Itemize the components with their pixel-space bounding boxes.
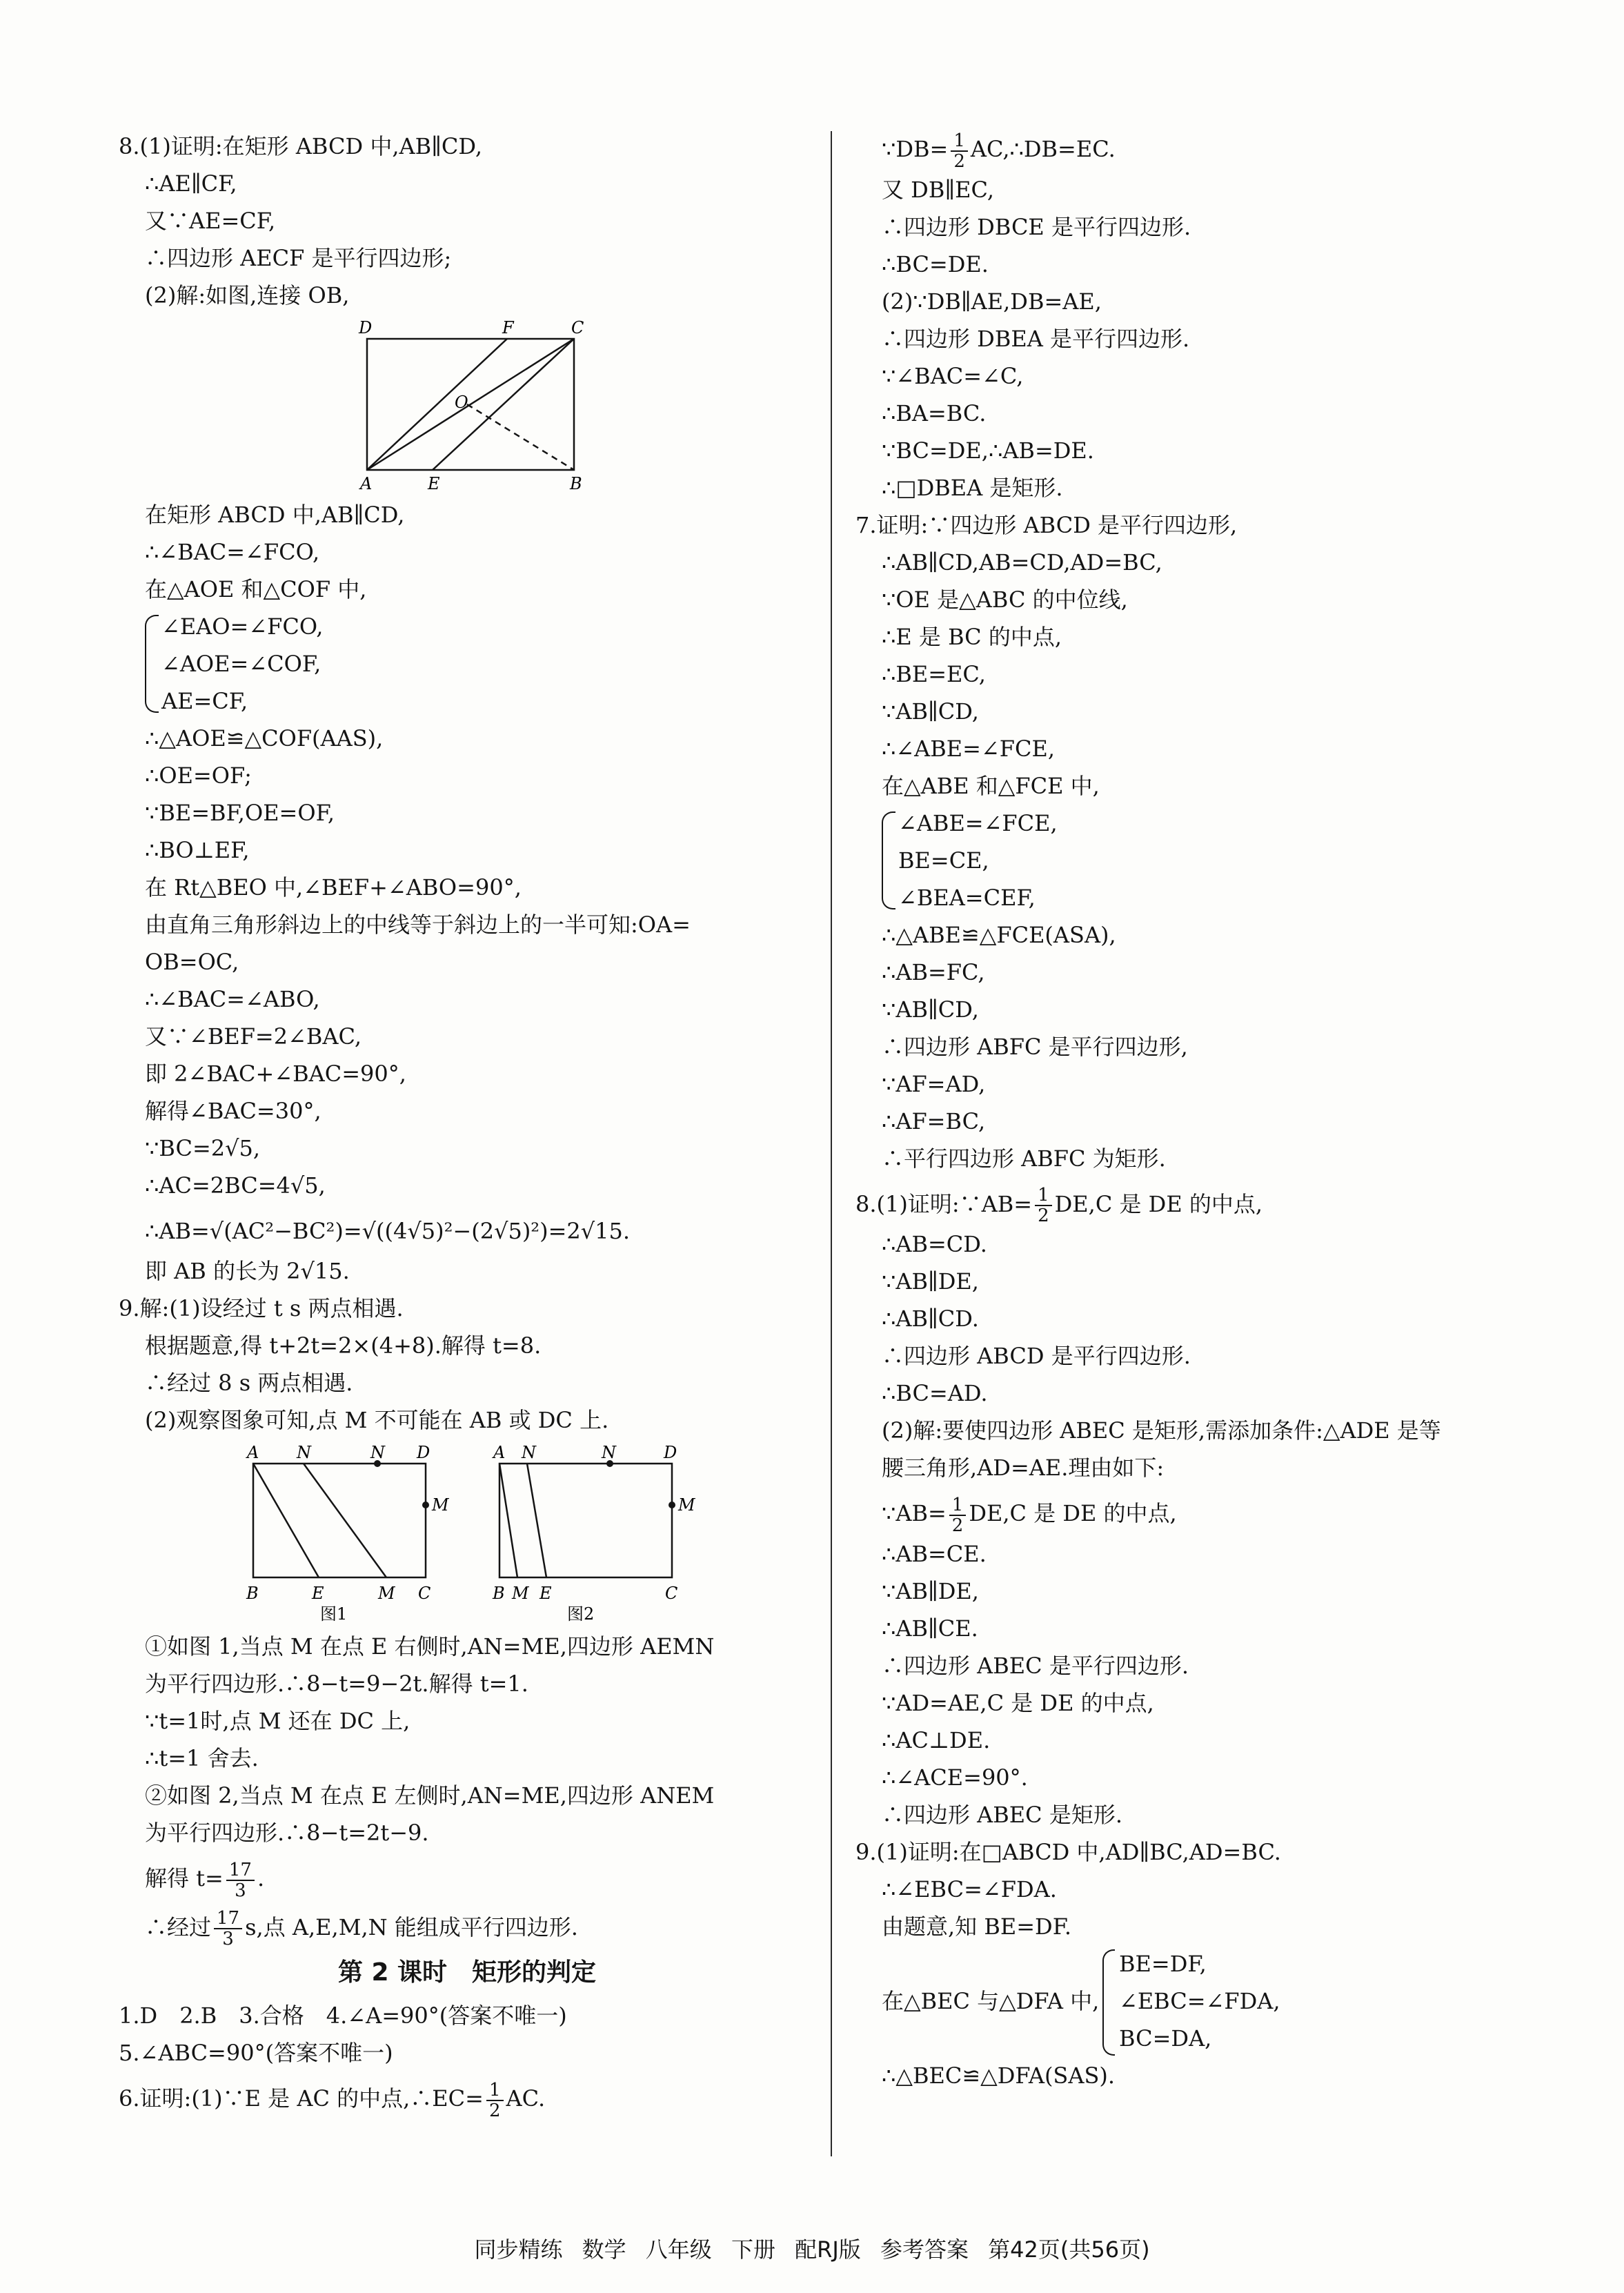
text-line: ∵BC=2√5, [145, 1135, 261, 1161]
text-line: ∴t=1 舍去. [145, 1745, 259, 1771]
motion-diagrams [119, 1443, 815, 1625]
text-line: 为平行四边形.∴8−t=2t−9. [145, 1820, 429, 1846]
figure-caption: 图1 [320, 1604, 348, 1622]
text-line: ∴BE=EC, [882, 660, 986, 687]
text-line: 7.证明:∵四边形 ABCD 是平行四边形, [855, 511, 1238, 538]
text-fragment: 解得 t= [145, 1865, 224, 1891]
text-line: ∠EAO=∠FCO, [161, 613, 324, 640]
text-line: 在△BEC 与△DFA 中, [882, 1987, 1100, 2014]
right-column [855, 128, 1552, 2094]
text-line: 又∵∠BEF=2∠BAC, [145, 1023, 362, 1050]
text-line: ∴四边形 ABCD 是平行四边形. [882, 1343, 1191, 1369]
label-c: C [665, 1584, 678, 1603]
text-line: 由直角三角形斜边上的中线等于斜边上的一半可知:OA= [145, 912, 691, 938]
text-fragment: ∵AB= [882, 1500, 947, 1526]
equation-system [855, 805, 1552, 916]
text-line: ①如图 1,当点 M 在点 E 右侧时,AN=ME,四边形 AEMN [145, 1633, 715, 1660]
label-d: D [417, 1443, 430, 1462]
label-n: N [297, 1443, 311, 1462]
text-line: ∴AC⊥DE. [882, 1726, 991, 1753]
text-line: BE=DF, [1119, 1950, 1207, 1977]
page-footer: 同步精练 数学 八年级 下册 配RJ版 参考答案 第42页(共56页) [474, 2236, 1150, 2263]
text-line: ∴AC=2BC=4√5, [145, 1172, 326, 1199]
text-line: 9.(1)证明:在□ABCD 中,AD∥BC,AD=BC. [855, 1838, 1281, 1865]
column-divider [831, 131, 832, 2156]
section-heading: 第 2 课时 矩形的判定 [337, 1958, 597, 1987]
label-a: A [247, 1443, 259, 1462]
label-m: M [678, 1495, 695, 1515]
label-f: F [502, 318, 514, 337]
text-line: ∴∠BAC=∠FCO, [145, 539, 320, 565]
text-line: 即 2∠BAC+∠BAC=90°, [145, 1061, 406, 1087]
label-a: A [493, 1443, 506, 1462]
text-line: ∴OE=OF; [145, 762, 252, 789]
label-b: B [493, 1584, 505, 1603]
text-line: ∴四边形 ABFC 是平行四边形, [882, 1033, 1188, 1060]
text-line: ∴平行四边形 ABFC 为矩形. [882, 1145, 1166, 1172]
equation-system [119, 608, 815, 720]
text-line: ∴AF=BC, [882, 1108, 986, 1134]
fraction: $\frac{17}{3}$ [214, 1909, 242, 1949]
fraction: $\frac{1}{2}$ [951, 131, 968, 171]
label-e: E [539, 1584, 552, 1603]
text-line: ∴AB∥CD,AB=CD,AD=BC, [882, 549, 1162, 575]
text-line: 腰三角形,AD=AE.理由如下: [882, 1455, 1165, 1481]
text-fragment: ∴经过 [145, 1913, 212, 1940]
label-n: N [522, 1443, 536, 1462]
label-n: N [370, 1443, 385, 1462]
text-line: (2)∵DB∥AE,DB=AE, [882, 288, 1102, 315]
text-line: (2)观察图象可知,点 M 不可能在 AB 或 DC 上. [145, 1407, 609, 1433]
text-line: ∴△AOE≌△COF(AAS), [145, 725, 384, 751]
text-line: ∵OE 是△ABC 的中位线, [882, 586, 1128, 613]
label-m: M [512, 1584, 529, 1603]
label-d: D [664, 1443, 677, 1462]
text-line: 1.D 2.B 3.合格 4.∠A=90°(答案不唯一) [119, 2002, 567, 2029]
text-line: ∴经过 8 s 两点相遇. [145, 1370, 353, 1396]
text-line: ∵AB∥CD, [882, 996, 979, 1023]
text-line: ∠ABE=∠FCE, [898, 809, 1058, 836]
text-line: ∵AB∥DE, [882, 1577, 979, 1604]
text-line: 5.∠ABC=90°(答案不唯一) [119, 2040, 393, 2066]
text-line: ∠EBC=∠FDA, [1119, 1987, 1280, 2014]
text-line: ∴AB=CE. [882, 1540, 987, 1567]
text-line: ∴AE∥CF, [145, 170, 237, 197]
text-line: 在矩形 ABCD 中,AB∥CD, [145, 502, 405, 528]
text-line: 为平行四边形.∴8−t=9−2t.解得 t=1. [145, 1671, 528, 1697]
text-line: 在 Rt△BEO 中,∠BEF+∠ABO=90°, [145, 874, 522, 901]
text-line: ②如图 2,当点 M 在点 E 左侧时,AN=ME,四边形 ANEM [145, 1782, 715, 1809]
rectangle-diagram [119, 318, 815, 493]
label-n: N [602, 1443, 616, 1462]
text-line: (2)解:如图,连接 OB, [145, 282, 350, 308]
text-line: ∴AB=FC, [882, 958, 985, 985]
text-line: ∴四边形 ABEC 是平行四边形. [882, 1652, 1189, 1679]
text-line: ∴∠ACE=90°. [882, 1764, 1028, 1791]
text-line: ∠AOE=∠COF, [161, 651, 321, 677]
text-line: ∴四边形 DBEA 是平行四边形. [882, 325, 1190, 352]
text-line: 又 DB∥EC, [882, 176, 995, 203]
text-line: ∵∠BAC=∠C, [882, 362, 1024, 389]
text-line: ∴BC=AD. [882, 1380, 988, 1406]
figure-caption: 图2 [567, 1604, 595, 1622]
fraction: $\frac{17}{3}$ [226, 1860, 255, 1900]
text-fragment: AC. [506, 2085, 546, 2112]
text-line: ∴四边形 DBCE 是平行四边形. [882, 213, 1191, 240]
left-column [119, 128, 815, 2120]
text-line: ∴∠BAC=∠ABO, [145, 986, 320, 1012]
text-line: ∴△ABE≌△FCE(ASA), [882, 921, 1116, 948]
label-b: B [246, 1584, 259, 1603]
fraction: $\frac{1}{2}$ [1035, 1185, 1052, 1226]
text-line [119, 1900, 815, 1949]
text-line: AE=CF, [161, 688, 248, 714]
equation-system [855, 1945, 1552, 2057]
text-fragment: DE,C 是 DE 的中点, [1054, 1190, 1263, 1217]
text-line: ∴BA=BC. [882, 400, 987, 426]
text-line: ∴∠ABE=∠FCE, [882, 735, 1055, 762]
text-line: ∴四边形 ABEC 是矩形. [882, 1801, 1122, 1828]
text-line: BE=CE, [898, 847, 989, 874]
text-fragment: 6.证明:(1)∵E 是 AC 的中点,∴EC= [119, 2085, 484, 2112]
fraction: $\frac{1}{2}$ [486, 2080, 504, 2120]
text-line: ∴AB∥CE. [882, 1615, 978, 1642]
text-line: ∴AB∥CD. [882, 1306, 979, 1332]
label-m: M [432, 1495, 449, 1515]
text-line: ∵t=1时,点 M 还在 DC 上, [145, 1708, 410, 1734]
text-line: ∠BEA=CEF, [898, 884, 1036, 911]
label-d: D [359, 318, 373, 337]
label-o: O [455, 393, 468, 412]
text-line: ∴∠EBC=∠FDA. [882, 1876, 1057, 1902]
text-line: BC=DA, [1119, 2025, 1212, 2051]
text-line [119, 2071, 815, 2120]
text-line: 又∵AE=CF, [145, 208, 276, 234]
text-line [855, 1177, 1552, 1226]
text-line [855, 128, 1552, 171]
label-a: A [360, 474, 373, 491]
label-m: M [378, 1584, 395, 1603]
text-line: ∴AB=CD. [882, 1231, 987, 1257]
text-line: ∵AB∥CD, [882, 698, 979, 725]
label-c: C [571, 318, 584, 337]
text-line: ∴四边形 AECF 是平行四边形; [145, 245, 452, 271]
text-line: 解得∠BAC=30°, [145, 1098, 321, 1124]
text-fragment: 8.(1)证明:∵AB= [855, 1190, 1033, 1217]
text-line: 解得 t= $\frac{17}{3}$ . [145, 1859, 265, 1901]
text-fragment: AC,∴DB=EC. [970, 136, 1116, 162]
text-line: ∵AD=AE,C 是 DE 的中点, [882, 1689, 1154, 1716]
label-e: E [312, 1584, 324, 1603]
label-c: C [418, 1584, 431, 1603]
label-e: E [428, 474, 440, 491]
text-line: 即 AB 的长为 2√15. [145, 1258, 350, 1284]
text-line: ∵BC=DE,∴AB=DE. [882, 437, 1094, 464]
text-fragment: DE,C 是 DE 的中点, [969, 1500, 1177, 1526]
text-line: 根据题意,得 t+2t=2×(4+8).解得 t=8. [145, 1332, 542, 1359]
text-fragment: ∵DB= [882, 136, 949, 162]
text-line: 在△ABE 和△FCE 中, [882, 772, 1100, 799]
text-line: ∴BC=DE. [882, 250, 989, 277]
text-line: 由题意,知 BE=DF. [882, 1913, 1072, 1940]
text-line: ∴△BEC≌△DFA(SAS). [882, 2062, 1116, 2089]
text-line: ∵AF=AD, [882, 1070, 986, 1097]
text-line [855, 1486, 1552, 1535]
fraction: $\frac{1}{2}$ [949, 1495, 967, 1535]
text-line: 9.解:(1)设经过 t s 两点相遇. [119, 1295, 404, 1321]
text-line: ∵BE=BF,OE=OF, [145, 800, 335, 826]
text-line: ∴□DBEA 是矩形. [882, 474, 1063, 501]
text-line: 在△AOE 和△COF 中, [145, 576, 367, 602]
text-fragment: s,点 A,E,M,N 能组成平行四边形. [245, 1913, 578, 1940]
label-b: B [570, 474, 582, 491]
text-line: ∵AB∥DE, [882, 1268, 979, 1295]
text-line: OB=OC, [145, 949, 239, 975]
text-line: ∴E 是 BC 的中点, [882, 623, 1062, 650]
text-line: (2)解:要使四边形 ABEC 是矩形,需添加条件:△ADE 是等 [882, 1417, 1441, 1444]
text-line: ∴BO⊥EF, [145, 837, 250, 863]
text-line: ∴AB=√(AC²−BC²)=√((4√5)²−(2√5)²)=2√15. [145, 1218, 631, 1244]
text-line: 8.(1)证明:在矩形 ABCD 中,AB∥CD, [119, 133, 483, 159]
